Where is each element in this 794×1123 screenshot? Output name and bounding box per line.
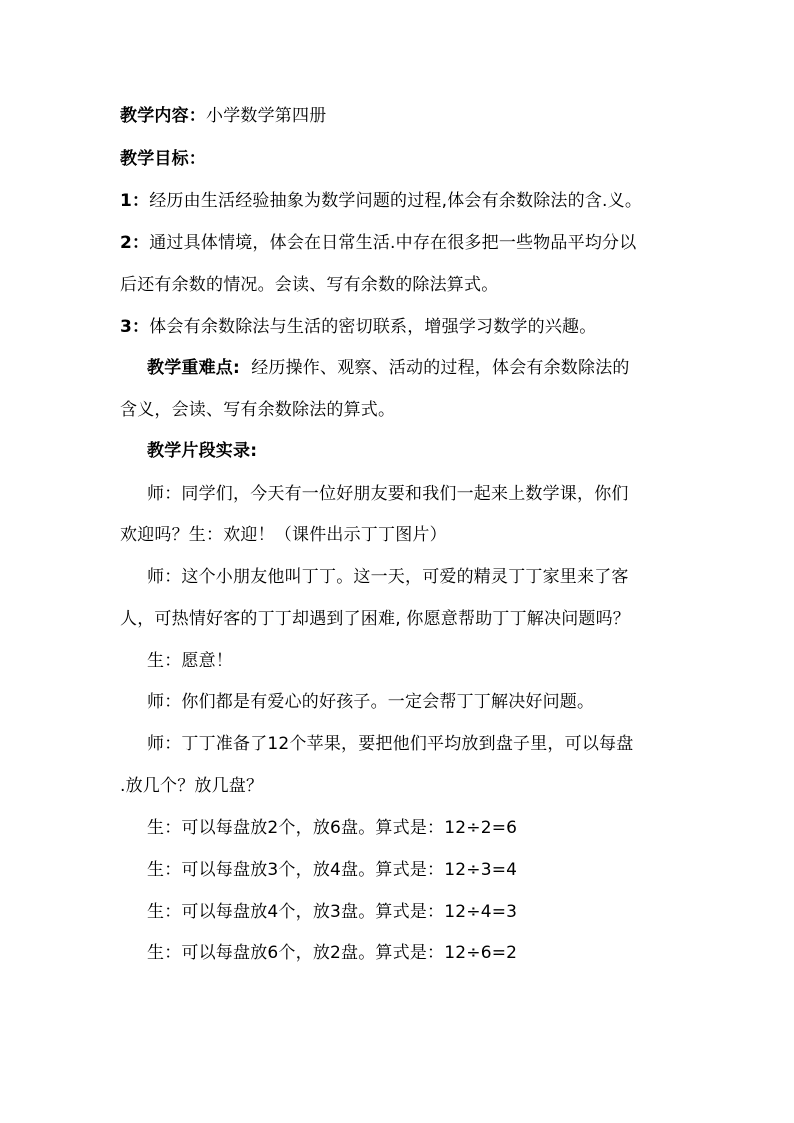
answer-line: 生：可以每盘放4个，放3盘。算式是：12÷4=3 (147, 902, 518, 922)
content-label: 教学内容： (120, 106, 206, 126)
answer-line: 生：可以每盘放6个，放2盘。算式是：12÷6=2 (147, 943, 518, 963)
dialogue-line: 师：这个小朋友他叫丁丁。这一天，可爱的精灵丁丁家里来了客 (147, 567, 629, 587)
goal-number: 1： (120, 191, 150, 211)
dialogue-line: .放几个？放几盘？ (120, 776, 264, 796)
goal-text: 体会有余数除法与生活的密切联系，增强学习数学的兴趣。 (149, 317, 597, 337)
answer-line: 生：可以每盘放2个，放6盘。算式是：12÷2=6 (147, 818, 518, 838)
dialogue-line: 生：愿意！ (147, 651, 233, 671)
goal-text: 通过具体情境，体会在日常生活.中存在很多把一些物品平均分以 (149, 233, 637, 253)
goal-text: 经历由生活经验抽象为数学问题的过程,体会有余数除法的含.义。 (149, 191, 643, 211)
dialogue-line: 师：丁丁准备了12个苹果，要把他们平均放到盘子里，可以每盘 (147, 734, 634, 754)
key-points-label: 教学重难点: (147, 358, 240, 378)
dialogue-line: 师：同学们，今天有一位好朋友要和我们一起来上数学课，你们 (147, 484, 629, 504)
record-heading: 教学片段实录: (147, 441, 258, 461)
dialogue-line: 人，可热情好客的丁丁却遇到了困难, 你愿意帮助丁丁解决问题吗？ (120, 609, 631, 629)
goal-2-continued (120, 275, 498, 295)
goal-2 (120, 233, 636, 253)
content-line (120, 106, 326, 126)
goal-1 (120, 191, 642, 211)
goals-heading: 教学目标： (120, 149, 206, 169)
content-value: 小学数学第四册 (206, 106, 327, 126)
goal-3 (120, 317, 596, 337)
dialogue-line: 师：你们都是有爱心的好孩子。一定会帮丁丁解决好问题。 (147, 692, 595, 712)
goal-text: 后还有余数的情况。会读、写有余数的除法算式。 (120, 275, 499, 295)
key-points-line (147, 358, 630, 378)
goal-number: 3： (120, 317, 150, 337)
key-points-text: 经历操作、观察、活动的过程，体会有余数除法的 (240, 358, 630, 378)
key-points-continued: 含义，会读、写有余数除法的算式。 (120, 400, 396, 420)
goal-number: 2： (120, 233, 150, 253)
answer-line: 生：可以每盘放3个，放4盘。算式是：12÷3=4 (147, 860, 518, 880)
dialogue-line: 欢迎吗？生：欢迎！（课件出示丁丁图片） (120, 525, 447, 545)
